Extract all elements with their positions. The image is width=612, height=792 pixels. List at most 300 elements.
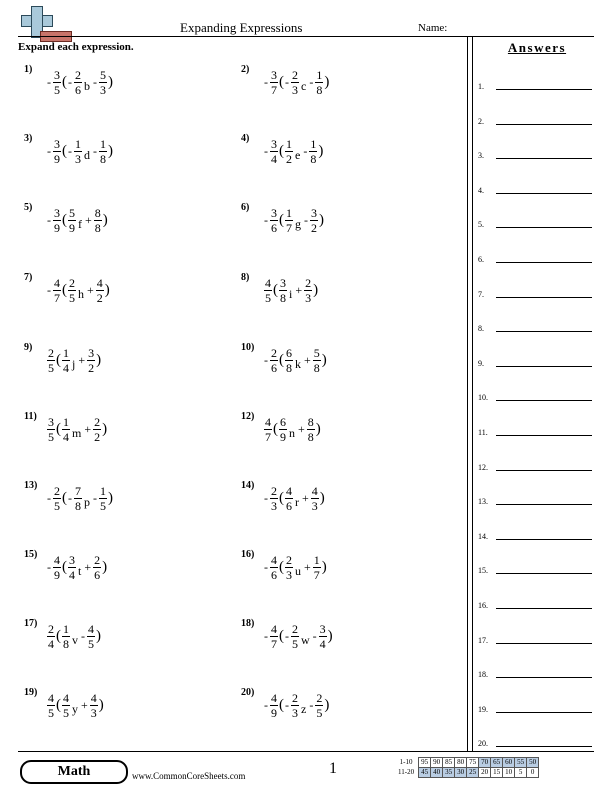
fraction bbox=[264, 415, 272, 444]
fraction bbox=[53, 137, 61, 166]
problem-item bbox=[241, 62, 441, 110]
fraction bbox=[304, 276, 312, 305]
sign: - bbox=[68, 491, 72, 505]
denominator: 5 bbox=[54, 83, 60, 97]
open-paren: ( bbox=[56, 352, 61, 368]
problem-number: 11) bbox=[24, 411, 37, 422]
score-range: 1-10 bbox=[399, 758, 413, 766]
denominator: 5 bbox=[54, 499, 60, 513]
fraction bbox=[68, 206, 76, 235]
problem-expression bbox=[263, 276, 318, 305]
answer-line[interactable] bbox=[496, 608, 592, 609]
numerator: 1 bbox=[100, 484, 106, 498]
open-paren: ( bbox=[279, 352, 284, 368]
score-cell: 75 bbox=[467, 758, 479, 768]
problem-expression bbox=[46, 622, 101, 651]
problem-expression bbox=[263, 346, 327, 375]
problem-item bbox=[241, 478, 441, 526]
denominator: 7 bbox=[54, 291, 60, 305]
fraction bbox=[62, 691, 70, 720]
sign: - bbox=[264, 560, 268, 574]
sign: - bbox=[264, 629, 268, 643]
numerator: 5 bbox=[313, 346, 320, 360]
score-cell: 85 bbox=[443, 758, 455, 768]
numerator: 4 bbox=[63, 691, 69, 705]
numerator: 1 bbox=[100, 137, 106, 151]
numerator: 4 bbox=[271, 622, 277, 636]
variable: m bbox=[72, 426, 82, 440]
numerator: 3 bbox=[271, 137, 277, 151]
sign: + bbox=[87, 283, 94, 297]
answer-row bbox=[478, 147, 594, 161]
fraction bbox=[53, 206, 61, 235]
denominator: 8 bbox=[63, 637, 69, 651]
fraction bbox=[307, 415, 315, 444]
sign: - bbox=[285, 698, 289, 712]
sign: + bbox=[84, 422, 92, 436]
problem-number: 12) bbox=[241, 411, 255, 422]
denominator: 5 bbox=[48, 361, 54, 375]
fraction bbox=[285, 346, 293, 375]
fraction bbox=[94, 206, 102, 235]
score-cell: 10 bbox=[503, 768, 515, 778]
sign: + bbox=[85, 213, 92, 227]
open-paren: ( bbox=[56, 697, 61, 713]
problem-expression bbox=[46, 415, 107, 444]
open-paren: ( bbox=[279, 74, 284, 90]
problem-expression bbox=[263, 622, 333, 651]
open-paren: ( bbox=[279, 559, 284, 575]
numerator: 3 bbox=[319, 622, 326, 636]
numerator: 2 bbox=[292, 622, 298, 636]
answer-line[interactable] bbox=[496, 643, 592, 644]
fraction bbox=[53, 484, 61, 513]
score-cell: 70 bbox=[479, 758, 491, 768]
problem-item bbox=[24, 547, 224, 595]
fraction bbox=[270, 622, 278, 651]
numerator: 4 bbox=[271, 691, 277, 705]
close-paren: ) bbox=[318, 143, 324, 159]
denominator: 5 bbox=[69, 291, 75, 305]
answer-line[interactable] bbox=[496, 262, 592, 263]
close-paren: ) bbox=[324, 697, 330, 713]
denominator: 5 bbox=[292, 637, 298, 651]
answer-line[interactable] bbox=[496, 227, 592, 228]
open-paren: ( bbox=[62, 282, 67, 298]
denominator: 6 bbox=[94, 568, 101, 582]
denominator: 5 bbox=[316, 706, 323, 720]
numerator: 1 bbox=[75, 137, 81, 151]
denominator: 8 bbox=[94, 221, 101, 235]
answer-number: 2. bbox=[478, 116, 484, 126]
answer-number: 13. bbox=[478, 497, 488, 507]
answer-row bbox=[478, 182, 594, 196]
fraction bbox=[285, 206, 293, 235]
denominator: 2 bbox=[94, 430, 101, 444]
open-paren: ( bbox=[279, 628, 284, 644]
open-paren: ( bbox=[62, 559, 67, 575]
score-cell: 80 bbox=[455, 758, 467, 768]
problem-expression bbox=[263, 553, 327, 582]
problem-item bbox=[241, 685, 441, 733]
numerator: 5 bbox=[100, 68, 106, 82]
problem-number: 4) bbox=[241, 133, 250, 144]
problem-number: 10) bbox=[241, 342, 255, 353]
fraction bbox=[47, 415, 55, 444]
answer-line[interactable] bbox=[496, 435, 592, 436]
answer-number: 20. bbox=[478, 739, 488, 749]
denominator: 8 bbox=[280, 291, 286, 305]
variable: w bbox=[301, 633, 310, 647]
answer-row bbox=[478, 389, 594, 403]
close-paren: ) bbox=[319, 490, 325, 506]
fraction bbox=[315, 68, 323, 97]
numerator: 6 bbox=[286, 346, 292, 360]
numerator: 4 bbox=[265, 276, 271, 290]
open-paren: ( bbox=[279, 490, 284, 506]
numerator: 2 bbox=[286, 553, 292, 567]
variable: h bbox=[78, 287, 84, 301]
fraction bbox=[270, 553, 278, 582]
numerator: 3 bbox=[271, 68, 277, 82]
numerator: 2 bbox=[305, 276, 312, 290]
fraction bbox=[87, 346, 95, 375]
answer-line[interactable] bbox=[496, 366, 592, 367]
score-cell: 25 bbox=[467, 768, 479, 778]
instructions: Expand each expression. bbox=[18, 41, 134, 53]
answers-heading: Answers bbox=[507, 40, 567, 55]
answer-row bbox=[478, 632, 594, 646]
problem-expression bbox=[263, 206, 324, 235]
close-paren: ) bbox=[324, 74, 330, 90]
sign: + bbox=[81, 698, 88, 712]
numerator: 2 bbox=[271, 346, 277, 360]
denominator: 4 bbox=[63, 361, 69, 375]
fraction bbox=[313, 346, 321, 375]
fraction bbox=[291, 691, 299, 720]
numerator: 1 bbox=[63, 415, 69, 429]
answer-line[interactable] bbox=[496, 712, 592, 713]
denominator: 9 bbox=[271, 706, 277, 720]
answer-line[interactable] bbox=[496, 124, 592, 125]
score-cell: 35 bbox=[443, 768, 455, 778]
problem-expression bbox=[46, 553, 107, 582]
close-paren: ) bbox=[104, 282, 110, 298]
numerator: 4 bbox=[54, 553, 60, 567]
denominator: 6 bbox=[286, 499, 292, 513]
close-paren: ) bbox=[102, 421, 108, 437]
fraction bbox=[279, 415, 287, 444]
open-paren: ( bbox=[56, 421, 61, 437]
denominator: 2 bbox=[286, 152, 292, 166]
close-paren: ) bbox=[327, 628, 333, 644]
problem-item bbox=[24, 200, 224, 248]
answer-row bbox=[478, 493, 594, 507]
score-cell: 20 bbox=[479, 768, 491, 778]
score-cell: 30 bbox=[455, 768, 467, 778]
fraction bbox=[311, 484, 319, 513]
numerator: 4 bbox=[271, 553, 277, 567]
answer-line[interactable] bbox=[496, 470, 592, 471]
denominator: 2 bbox=[96, 291, 103, 305]
problem-item bbox=[241, 616, 441, 664]
sign: + bbox=[302, 491, 309, 505]
denominator: 9 bbox=[69, 221, 75, 235]
fraction bbox=[270, 137, 278, 166]
problem-expression bbox=[46, 484, 113, 513]
name-label: Name: bbox=[418, 22, 448, 34]
answer-line[interactable] bbox=[496, 400, 592, 401]
variable: t bbox=[78, 564, 82, 578]
fraction bbox=[310, 206, 318, 235]
denominator: 2 bbox=[88, 361, 95, 375]
answer-line[interactable] bbox=[496, 677, 592, 678]
fraction bbox=[285, 553, 293, 582]
answer-number: 3. bbox=[478, 151, 484, 161]
numerator: 2 bbox=[316, 691, 323, 705]
open-paren: ( bbox=[62, 212, 67, 228]
answer-number: 17. bbox=[478, 635, 488, 645]
denominator: 6 bbox=[271, 221, 277, 235]
answer-line[interactable] bbox=[496, 504, 592, 505]
score-range: 11-20 bbox=[398, 768, 415, 776]
fraction bbox=[270, 346, 278, 375]
numerator: 5 bbox=[69, 206, 75, 220]
problem-number: 14) bbox=[241, 480, 255, 491]
variable: v bbox=[72, 633, 78, 647]
problem-item bbox=[24, 616, 224, 664]
numerator: 2 bbox=[69, 276, 75, 290]
numerator: 2 bbox=[75, 68, 81, 82]
answer-row bbox=[478, 459, 594, 473]
close-paren: ) bbox=[108, 143, 113, 159]
denominator: 8 bbox=[316, 83, 323, 97]
fraction bbox=[62, 622, 70, 651]
problem-number: 18) bbox=[241, 618, 255, 629]
variable: j bbox=[72, 357, 76, 371]
problem-expression bbox=[263, 484, 325, 513]
problem-item bbox=[24, 409, 224, 457]
page-number: 1 bbox=[329, 760, 337, 777]
denominator: 5 bbox=[265, 291, 271, 305]
sign: - bbox=[303, 144, 308, 158]
problem-number: 8) bbox=[241, 272, 250, 283]
answer-line[interactable] bbox=[496, 573, 592, 574]
problem-item bbox=[241, 547, 441, 595]
variable: u bbox=[295, 564, 301, 578]
denominator: 6 bbox=[271, 361, 277, 375]
sign: - bbox=[285, 75, 289, 89]
fraction bbox=[47, 622, 55, 651]
denominator: 7 bbox=[271, 83, 277, 97]
fraction bbox=[62, 415, 70, 444]
answer-line[interactable] bbox=[496, 331, 592, 332]
numerator: 4 bbox=[286, 484, 292, 498]
denominator: 5 bbox=[48, 706, 54, 720]
denominator: 7 bbox=[271, 637, 277, 651]
sign: - bbox=[309, 75, 314, 89]
fraction bbox=[90, 691, 98, 720]
fraction bbox=[270, 691, 278, 720]
numerator: 3 bbox=[48, 415, 54, 429]
score-cell: 65 bbox=[491, 758, 503, 768]
numerator: 4 bbox=[90, 691, 97, 705]
sign: - bbox=[309, 698, 314, 712]
fraction bbox=[291, 622, 299, 651]
variable: e bbox=[295, 148, 301, 162]
answer-line[interactable] bbox=[496, 89, 592, 90]
score-row bbox=[398, 768, 539, 778]
denominator: 8 bbox=[313, 361, 320, 375]
sign: + bbox=[304, 560, 311, 574]
denominator: 8 bbox=[100, 152, 106, 166]
answer-row bbox=[478, 528, 594, 542]
answer-line[interactable] bbox=[496, 158, 592, 159]
score-table bbox=[398, 757, 539, 778]
denominator: 7 bbox=[313, 568, 320, 582]
sign: - bbox=[93, 75, 97, 89]
close-paren: ) bbox=[313, 282, 319, 298]
answer-number: 10. bbox=[478, 393, 488, 403]
problem-expression bbox=[46, 206, 108, 235]
variable: k bbox=[295, 357, 301, 371]
close-paren: ) bbox=[96, 352, 102, 368]
fraction bbox=[87, 622, 95, 651]
sign: + bbox=[78, 353, 86, 367]
numerator: 2 bbox=[292, 68, 298, 82]
problem-number: 20) bbox=[241, 687, 255, 698]
fraction bbox=[47, 691, 55, 720]
denominator: 5 bbox=[48, 430, 54, 444]
footer-divider bbox=[18, 751, 594, 752]
fraction bbox=[270, 484, 278, 513]
numerator: 1 bbox=[286, 206, 292, 220]
problem-expression bbox=[46, 137, 113, 166]
denominator: 5 bbox=[88, 637, 94, 651]
answer-row bbox=[478, 286, 594, 300]
answer-column-divider-inner bbox=[472, 37, 473, 751]
fraction bbox=[279, 276, 287, 305]
numerator: 4 bbox=[265, 415, 271, 429]
denominator: 3 bbox=[100, 83, 106, 97]
numerator: 3 bbox=[54, 68, 60, 82]
numerator: 2 bbox=[54, 484, 60, 498]
fraction bbox=[74, 137, 82, 166]
denominator: 9 bbox=[54, 152, 60, 166]
problem-number: 1) bbox=[24, 64, 33, 75]
open-paren: ( bbox=[62, 143, 67, 159]
answer-row bbox=[478, 113, 594, 127]
plus-icon-center bbox=[32, 16, 42, 26]
denominator: 4 bbox=[271, 152, 277, 166]
numerator: 3 bbox=[54, 206, 60, 220]
problem-expression bbox=[263, 68, 329, 97]
close-paren: ) bbox=[96, 628, 101, 644]
open-paren: ( bbox=[273, 282, 278, 298]
fraction bbox=[47, 346, 55, 375]
problem-item bbox=[24, 270, 224, 318]
close-paren: ) bbox=[319, 212, 324, 228]
problem-number: 16) bbox=[241, 549, 255, 560]
numerator: 4 bbox=[88, 622, 94, 636]
denominator: 5 bbox=[100, 499, 106, 513]
sign: - bbox=[68, 75, 72, 89]
answer-number: 9. bbox=[478, 358, 484, 368]
answer-line[interactable] bbox=[496, 746, 592, 747]
open-paren: ( bbox=[56, 628, 61, 644]
numerator: 1 bbox=[316, 68, 323, 82]
sign: - bbox=[264, 144, 268, 158]
problem-number: 9) bbox=[24, 342, 33, 353]
fraction bbox=[315, 691, 323, 720]
fraction bbox=[96, 276, 104, 305]
denominator: 3 bbox=[305, 291, 312, 305]
sign: - bbox=[93, 144, 97, 158]
subject-badge: Math bbox=[20, 760, 128, 784]
variable: f bbox=[78, 217, 82, 231]
close-paren: ) bbox=[108, 490, 113, 506]
score-cell: 50 bbox=[527, 758, 539, 768]
numerator: 3 bbox=[88, 346, 95, 360]
numerator: 8 bbox=[94, 206, 101, 220]
score-cell: 55 bbox=[515, 758, 527, 768]
answer-line[interactable] bbox=[496, 193, 592, 194]
problem-expression bbox=[263, 137, 323, 166]
sign: + bbox=[295, 283, 303, 297]
problem-number: 13) bbox=[24, 480, 38, 491]
sign: - bbox=[68, 144, 72, 158]
answer-number: 8. bbox=[478, 324, 484, 334]
fraction bbox=[285, 484, 293, 513]
problem-item bbox=[24, 340, 224, 388]
problem-number: 17) bbox=[24, 618, 38, 629]
denominator: 7 bbox=[286, 221, 292, 235]
sign: - bbox=[264, 491, 268, 505]
numerator: 2 bbox=[94, 415, 101, 429]
variable: i bbox=[289, 287, 293, 301]
sign: + bbox=[84, 560, 92, 574]
sign: - bbox=[47, 213, 51, 227]
denominator: 3 bbox=[75, 152, 81, 166]
close-paren: ) bbox=[102, 559, 108, 575]
variable: b bbox=[84, 79, 90, 93]
denominator: 8 bbox=[286, 361, 292, 375]
numerator: 3 bbox=[311, 206, 317, 220]
answer-line[interactable] bbox=[496, 539, 592, 540]
answer-line[interactable] bbox=[496, 297, 592, 298]
problem-expression bbox=[46, 68, 113, 97]
close-paren: ) bbox=[98, 697, 104, 713]
variable: p bbox=[84, 495, 90, 509]
open-paren: ( bbox=[273, 421, 278, 437]
numerator: 2 bbox=[292, 691, 298, 705]
numerator: 3 bbox=[280, 276, 286, 290]
sign: + bbox=[298, 422, 305, 436]
sign: - bbox=[47, 283, 51, 297]
variable: r bbox=[295, 495, 299, 509]
numerator: 4 bbox=[54, 276, 60, 290]
fraction bbox=[99, 68, 107, 97]
score-cell: 40 bbox=[431, 768, 443, 778]
sign: - bbox=[47, 75, 51, 89]
problem-number: 3) bbox=[24, 133, 33, 144]
denominator: 6 bbox=[271, 568, 277, 582]
numerator: 1 bbox=[63, 622, 69, 636]
denominator: 4 bbox=[69, 568, 75, 582]
numerator: 8 bbox=[307, 415, 314, 429]
variable: n bbox=[289, 426, 295, 440]
denominator: 3 bbox=[292, 83, 298, 97]
